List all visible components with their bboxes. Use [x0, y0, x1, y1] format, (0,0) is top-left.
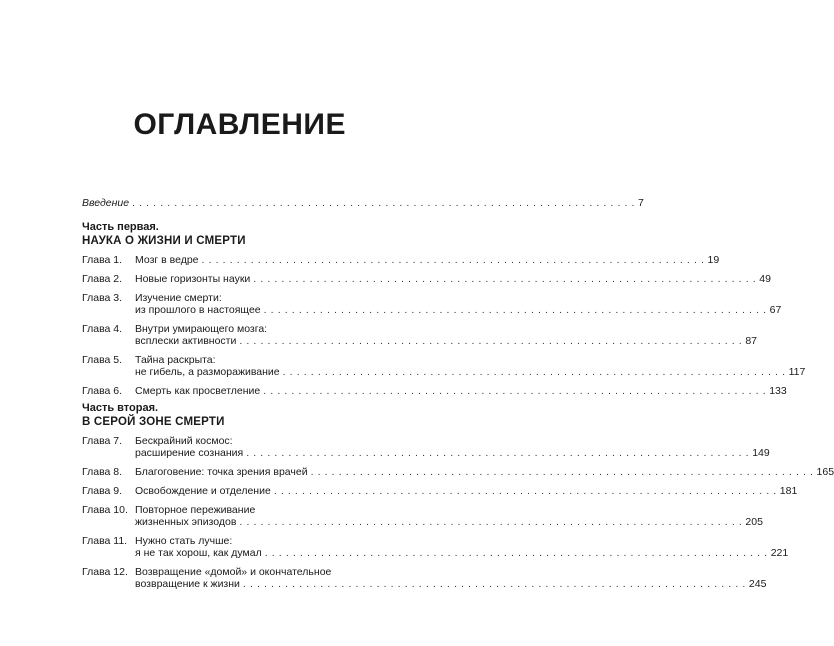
part-label: Часть первая. [82, 221, 159, 233]
chapter-page-number: 205 [745, 516, 763, 528]
chapter-page-number: 221 [770, 547, 789, 559]
leader-dots [246, 447, 749, 459]
chapter-title-line: расширение сознания [135, 447, 244, 459]
toc-part-1 [82, 221, 806, 397]
chapter-number: Глава 8. [82, 466, 123, 478]
chapter-page-number: 133 [769, 385, 787, 397]
toc-chapter-entry[interactable] [82, 485, 798, 497]
chapter-title-line: не гибель, а размораживание [135, 366, 280, 378]
chapter-title-line: Изучение смерти: [135, 292, 222, 304]
leader-dots [263, 385, 766, 397]
chapter-title-line: жизненных эпизодов [135, 516, 237, 528]
chapter-title-line: Благоговение: точка зрения врачей [135, 466, 308, 478]
part-title: НАУКА О ЖИЗНИ И СМЕРТИ [82, 235, 246, 247]
toc-intro-page: 7 [638, 197, 644, 209]
chapter-number: Глава 11. [82, 535, 128, 547]
chapter-page-number: 117 [788, 366, 806, 378]
chapter-title-line: Освобождение и отделение [135, 485, 271, 497]
chapter-number: Глава 6. [82, 385, 123, 397]
leader-dots [243, 578, 746, 590]
chapter-page-number: 67 [769, 304, 782, 316]
chapter-number: Глава 3. [82, 292, 123, 304]
leader-dots [283, 366, 786, 378]
leader-dots [265, 547, 768, 559]
toc-chapter-entry[interactable] [82, 466, 834, 478]
chapter-title-line: Смерть как просветление [135, 385, 261, 397]
chapter-page-number: 181 [779, 485, 798, 497]
chapter-title-line: Возвращение «домой» и окончательное [135, 566, 332, 578]
part-label: Часть вторая. [82, 402, 159, 414]
chapter-title-line: возвращение к жизни [135, 578, 240, 590]
chapter-number: Глава 7. [82, 435, 123, 447]
chapter-number: Глава 9. [82, 485, 123, 497]
chapter-title-line: Повторное переживание [135, 504, 256, 516]
chapter-title-line: Новые горизонты науки [135, 273, 251, 285]
toc-chapter-entry[interactable] [82, 323, 758, 347]
leader-dots [239, 335, 742, 347]
chapter-page-number: 149 [752, 447, 770, 459]
toc-chapter-entry[interactable] [82, 292, 782, 316]
toc-chapter-entry[interactable] [82, 566, 767, 590]
part-title: В СЕРОЙ ЗОНЕ СМЕРТИ [82, 416, 225, 428]
toc-chapter-entry[interactable] [82, 354, 806, 378]
leader-dots [253, 273, 756, 285]
chapter-number: Глава 2. [82, 273, 123, 285]
page-title: ОГЛАВЛЕНИЕ [133, 108, 346, 141]
chapter-number: Глава 5. [82, 354, 123, 366]
toc-chapter-entry[interactable] [82, 435, 770, 459]
chapter-title-line: Мозг в ведре [135, 254, 199, 266]
chapter-page-number: 87 [745, 335, 758, 347]
chapter-page-number: 49 [759, 273, 771, 285]
chapter-title-line: Нужно стать лучше: [135, 535, 233, 547]
chapter-page-number: 19 [707, 254, 720, 266]
chapter-title-line: из прошлого в настоящее [135, 304, 261, 316]
chapter-number: Глава 4. [82, 323, 123, 335]
leader-dots [202, 254, 705, 266]
toc-part-2 [82, 402, 834, 590]
chapter-title-line: Бескрайний космос: [135, 435, 233, 447]
chapter-title-line: я не так хорош, как думал [135, 547, 262, 559]
leader-dots [239, 516, 742, 528]
leader-dots [311, 466, 814, 478]
leader-dots [264, 304, 767, 316]
chapter-title-line: всплески активности [135, 335, 237, 347]
chapter-number: Глава 1. [82, 254, 123, 266]
toc-chapter-entry[interactable] [82, 504, 763, 528]
leader-dots [274, 485, 777, 497]
toc-chapter-entry[interactable] [82, 254, 720, 266]
toc-chapter-entry[interactable] [82, 385, 787, 397]
chapter-page-number: 165 [816, 466, 834, 478]
toc-chapter-entry[interactable] [82, 273, 771, 285]
chapter-title-line: Тайна раскрыта: [135, 354, 216, 366]
toc-intro-entry[interactable] [82, 197, 644, 209]
toc-intro-label: Введение [82, 197, 130, 209]
toc-chapter-entry[interactable] [82, 535, 789, 559]
chapter-number: Глава 10. [82, 504, 128, 516]
chapter-page-number: 245 [748, 578, 767, 590]
leader-dots [132, 197, 635, 209]
chapter-number: Глава 12. [82, 566, 128, 578]
chapter-title-line: Внутри умирающего мозга: [135, 323, 268, 335]
